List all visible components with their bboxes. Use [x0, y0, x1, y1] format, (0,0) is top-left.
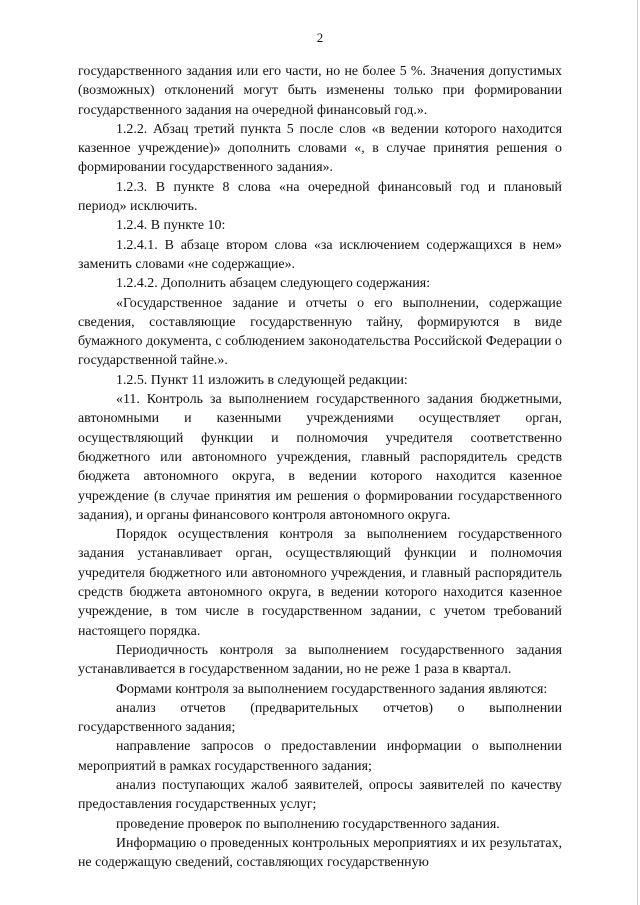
paragraph: Формами контроля за выполнением государственного задания являются: [116, 681, 548, 697]
document-page [78, 30, 562, 872]
paragraph: «11. Контроль за выполнением государственного задания бюджетными, автономными и казенными учреждениями осуществляет орган, осуществляющий функции и полномочия учредителя соответственно бюджетного или автономного учреждения, главный распорядитель средств бюджета автономного округа, в ведении которого находится казенное учреждение (в случае принятия им решения о формировании государственного задания), и органы финансового контроля автономного округа. [78, 392, 562, 523]
paragraph: 1.2.5. Пункт 11 изложить в следующей редакции: [116, 372, 408, 388]
paragraph: 1.2.4.1. В абзаце втором слова «за исключением содержащихся в нем» заменить словами «не содержащие». [78, 237, 562, 272]
paragraph: анализ поступающих жалоб заявителей, опросы заявителей по качеству предоставления государственных услуг; [78, 777, 562, 813]
document-body [78, 62, 562, 872]
page-number: 2 [316, 30, 324, 45]
scan-edge [637, 0, 638, 905]
paragraph: государственного задания или его части, но не более 5 %. Значения допустимых (возможных) отклонений могут быть изменены только при формировании государственного задания на очередной финансовый год.». [78, 64, 562, 118]
paragraph: направление запросов о предоставлении информации о выполнении мероприятий в рамках государственного задания; [78, 739, 562, 774]
paragraph: проведение проверок по выполнению государственного задания. [116, 816, 500, 832]
paragraph: Информацию о проведенных контрольных мероприятиях и их результатах, не содержащую сведений, составляющих государственную [78, 835, 562, 871]
paragraph: 1.2.2. Абзац третий пункта 5 после слов «в ведении которого находится казенное учреждение)» дополнить словами «, в случае принятия решения о формировании государственного задания». [78, 121, 562, 176]
paragraph: 1.2.3. В пункте 8 слова «на очередной финансовый год и плановый период» исключить. [78, 179, 562, 215]
paragraph: 1.2.4. В пункте 10: [116, 218, 226, 234]
paragraph: 1.2.4.2. Дополнить абзацем следующего содержания: [116, 276, 431, 292]
paragraph: «Государственное задание и отчеты о его выполнении, содержащие сведения, составляющие государственную тайну, формируются в виде бумажного документа, с соблюдением законодательства Российской Федерации о государственной тайне.». [78, 295, 562, 369]
paragraph: анализ отчетов (предварительных отчетов) о выполнении государственного задания; [78, 700, 562, 736]
paragraph: Порядок осуществления контроля за выполнением государственного задания устанавливает орган, осуществляющий функции и полномочия учредителя бюджетного или автономного учреждения, и главный распорядитель средств бюджета автономного округа, в ведении которого находится казенное учреждение, в том числе в государственном задании, с учетом требований настоящего порядка. [78, 527, 562, 639]
paragraph: Периодичность контроля за выполнением государственного задания устанавливается в государственном задании, но не реже 1 раза в квартал. [78, 642, 562, 678]
